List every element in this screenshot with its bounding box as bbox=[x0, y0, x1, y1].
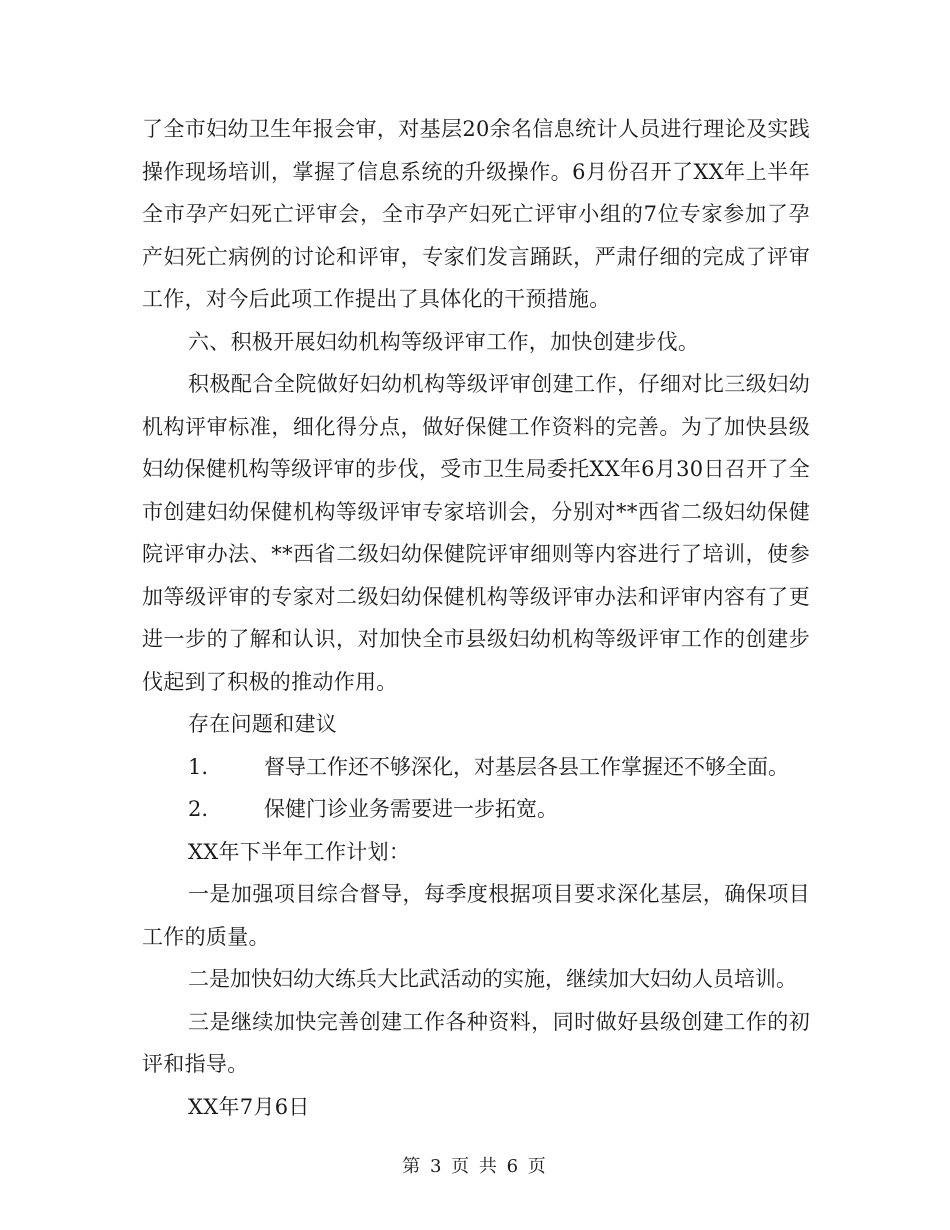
list-item bbox=[142, 788, 810, 831]
list-text: 保健门诊业务需要进一步拓宽。 bbox=[264, 797, 558, 821]
plan-item: 二是加快妇幼大练兵大比武活动的实施，继续加大妇幼人员培训。 bbox=[188, 967, 797, 991]
plan-item: 一是加强项目综合督导，每季度根据项目要求深化基层，确保项目工作的质量。 bbox=[142, 882, 810, 949]
plan-heading: XX年下半年工作计划： bbox=[188, 839, 411, 864]
page-footer: 第 3 页 共 6 页 bbox=[402, 1156, 548, 1177]
paragraph-continued: 了全市妇幼卫生年报会审，对基层20余名信息统计人员进行理论及实践操作现场培训，掌握了信息系统的升级操作。6月份召开了XX年上半年全市孕产妇死亡评审会，全市孕产妇死亡评审小组的7位专家参加了孕产妇死亡病例的讨论和评审，专家们发言踊跃，严肃仔细的完成了评审工作，对今后此项工作提出了具体化的干预措施。 bbox=[142, 117, 810, 311]
plan-item: 三是继续加快完善创建工作各种资料，同时做好县级创建工作的初评和指导。 bbox=[142, 1009, 810, 1076]
issues-heading: 存在问题和建议 bbox=[188, 712, 338, 736]
list-number: 1. bbox=[188, 754, 209, 779]
list-text: 督导工作还不够深化，对基层各县工作掌握还不够全面。 bbox=[264, 754, 789, 779]
list-item bbox=[142, 746, 810, 789]
list-number: 2. bbox=[188, 797, 209, 821]
section-heading: 六、积极开展妇幼机构等级评审工作，加快创建步伐。 bbox=[188, 329, 700, 354]
paragraph-evaluation: 积极配合全院做好妇幼机构等级评审创建工作，仔细对比三级妇幼机构评审标准，细化得分点，做好保健工作资料的完善。为了加快县级妇幼保健机构等级评审的步伐，受市卫生局委托XX年6月30日召开了全市创建妇幼保健机构等级评审专家培训会，分别对**西省二级妇幼保健院评审办法、**西省二级妇幼保健院评审细则等内容进行了培训，使参加等级评审的专家对二级妇幼保健机构等级评审办法和评审内容有了更进一步的了解和认识，对加快全市县级妇幼机构等级评审工作的创建步伐起到了积极的推动作用。 bbox=[142, 372, 810, 694]
document-body bbox=[142, 108, 810, 1128]
document-date: XX年7月6日 bbox=[188, 1094, 310, 1119]
